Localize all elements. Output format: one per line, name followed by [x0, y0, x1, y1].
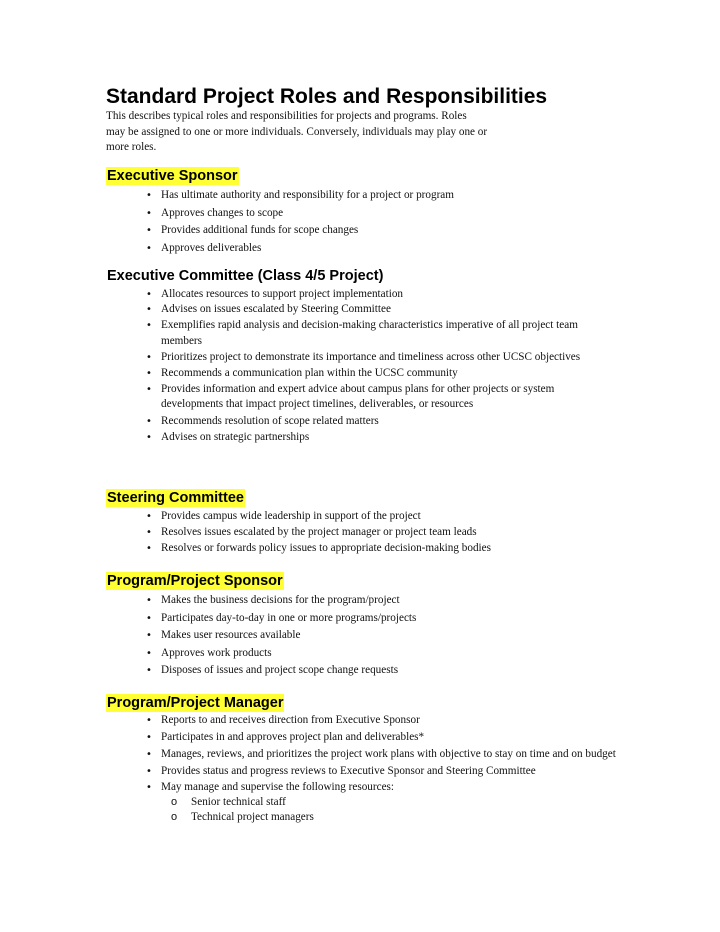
section-heading: Executive Sponsor — [107, 168, 238, 184]
list-item: • Reports to and receives direction from Executive Sponsor — [106, 713, 601, 728]
list-item: • Manages, reviews, and prioritizes the project work plans with objective to stay on time and on budget — [106, 747, 621, 762]
intro-line: may be assigned to one or more individuals. Conversely, individuals may play one or — [106, 125, 488, 138]
list-item — [106, 780, 601, 826]
bullet-list — [106, 713, 706, 825]
list-item: • Has ultimate authority and responsibility for a project or program — [106, 187, 601, 205]
document-title: Standard Project Roles and Responsibilities — [106, 85, 548, 108]
list-item: • Resolves issues escalated by the project manager or project team leads — [106, 525, 601, 540]
bullet-list — [106, 509, 706, 557]
list-item: • Approves deliverables — [106, 240, 601, 258]
sub-list-item: o Technical project managers — [161, 810, 601, 825]
section-heading: Program/Project Manager — [107, 695, 284, 711]
list-item: • Recommends resolution of scope related matters — [106, 414, 601, 429]
list-item: • Approves changes to scope — [106, 205, 601, 223]
section-executive-committee — [106, 267, 706, 445]
list-item: • Participates in and approves project plan and deliverables* — [106, 730, 601, 745]
section-program-project-sponsor — [106, 572, 706, 680]
list-item: • Allocates resources to support project implementation — [106, 287, 601, 302]
bullet-list — [106, 287, 706, 445]
section-executive-sponsor — [106, 167, 706, 257]
intro-line: more roles. — [106, 141, 157, 153]
list-item: • Advises on issues escalated by Steering Committee — [106, 302, 601, 317]
section-heading: Steering Committee — [107, 490, 244, 506]
list-item: • Provides information and expert advice about campus plans for other projects or system developments that impact project timelines, deliverables, or resources — [106, 382, 601, 412]
list-item: • Prioritizes project to demonstrate its importance and timeliness across other UCSC objectives — [106, 350, 601, 365]
list-item: • Participates day-to-day in one or more programs/projects — [106, 610, 601, 628]
bullet-list — [106, 592, 706, 680]
list-item-text: May manage and supervise the following resources: — [161, 780, 395, 793]
list-item: • Provides additional funds for scope changes — [106, 222, 601, 240]
intro-line: This describes typical roles and responsibilities for projects and programs. Roles — [106, 110, 467, 122]
list-item: • Recommends a communication plan within the UCSC community — [106, 366, 601, 381]
section-program-project-manager — [106, 694, 706, 825]
section-heading: Program/Project Sponsor — [107, 573, 283, 589]
sub-list — [161, 795, 601, 825]
intro-paragraph — [106, 109, 546, 156]
sub-list-item: o Senior technical staff — [161, 795, 601, 810]
list-item: • Disposes of issues and project scope change requests — [106, 662, 601, 680]
list-item: • Advises on strategic partnerships — [106, 430, 601, 445]
list-item: • Resolves or forwards policy issues to appropriate decision-making bodies — [106, 541, 601, 556]
list-item: • Provides campus wide leadership in support of the project — [106, 509, 601, 524]
section-steering-committee — [106, 489, 706, 557]
list-item: • Makes the business decisions for the program/project — [106, 592, 601, 610]
section-heading: Executive Committee (Class 4/5 Project) — [107, 268, 384, 284]
list-item: • Exemplifies rapid analysis and decision-making characteristics imperative of all project team members — [106, 318, 601, 348]
list-item: • Provides status and progress reviews to Executive Sponsor and Steering Committee — [106, 764, 641, 779]
list-item: • Makes user resources available — [106, 627, 601, 645]
list-item: • Approves work products — [106, 645, 601, 663]
bullet-list — [106, 187, 706, 257]
